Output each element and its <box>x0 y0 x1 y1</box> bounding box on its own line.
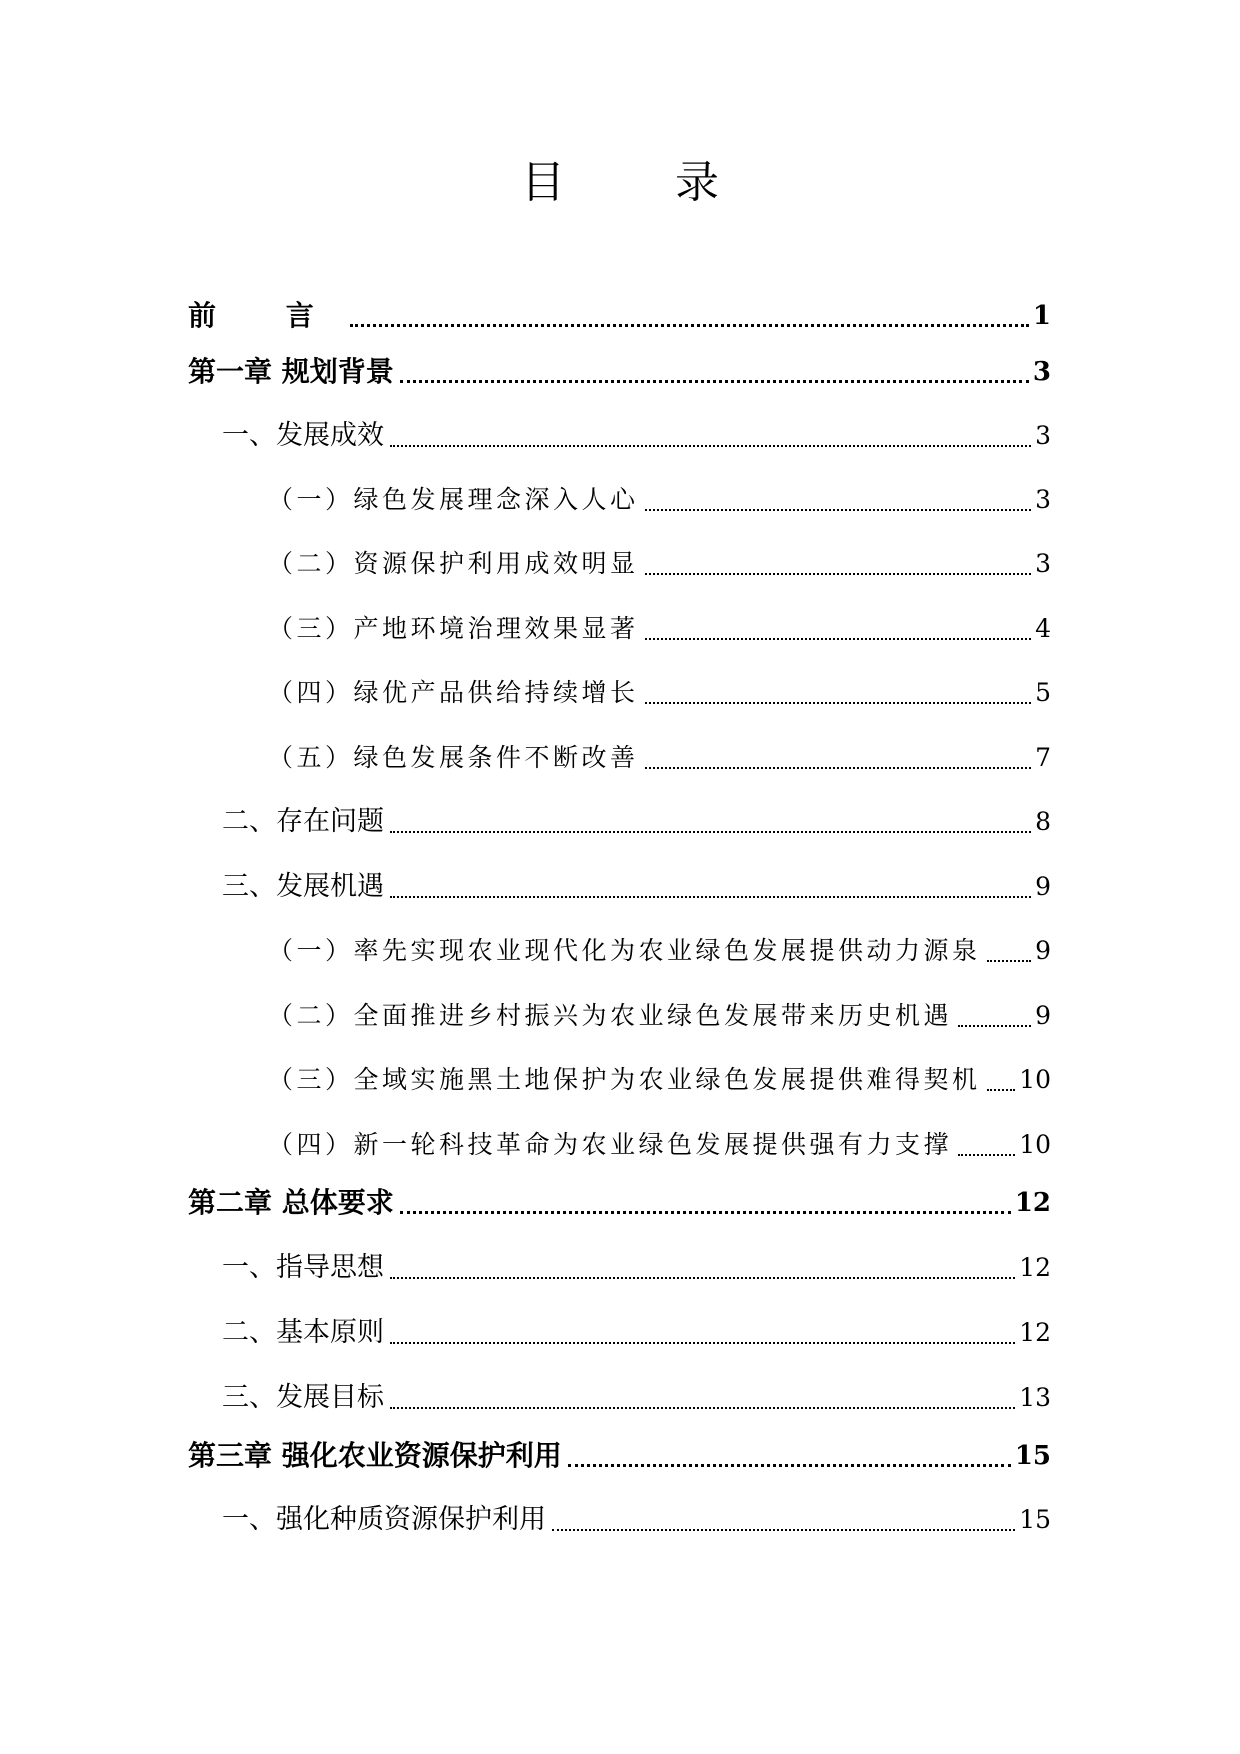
dot-leader <box>645 638 1032 640</box>
toc-entry-page: 10 <box>1019 1065 1051 1094</box>
toc-entry-page: 9 <box>1035 1001 1051 1030</box>
toc-entry-subsection[interactable] <box>0 609 1240 649</box>
toc-entry-label: （四）绿优产品供给持续增长 <box>268 678 639 707</box>
toc-entry-section[interactable] <box>0 1378 1240 1418</box>
toc-entry-section[interactable] <box>0 1248 1240 1288</box>
toc-entry-label: 第二章 总体要求 <box>188 1186 394 1219</box>
toc-entry-section[interactable] <box>0 1500 1240 1540</box>
toc-entry-page: 7 <box>1035 743 1051 772</box>
dot-leader <box>552 1529 1015 1531</box>
dot-leader <box>390 445 1031 447</box>
toc-entry-label: （一）率先实现农业现代化为农业绿色发展提供动力源泉 <box>268 936 981 965</box>
dot-leader <box>390 1277 1015 1279</box>
dot-leader <box>987 1089 1016 1091</box>
toc-entry-label: 第三章 强化农业资源保护利用 <box>188 1439 562 1472</box>
toc-entry-label: （一）绿色发展理念深入人心 <box>268 485 639 514</box>
toc-entry-label: 一、发展成效 <box>222 420 384 451</box>
toc-entry-page: 3 <box>1035 421 1051 450</box>
toc-entry-subsection[interactable] <box>0 1125 1240 1165</box>
toc-entry-label: 三、发展目标 <box>222 1382 384 1413</box>
dot-leader <box>390 831 1031 833</box>
dot-leader <box>350 324 1029 327</box>
toc-entry-subsection[interactable] <box>0 673 1240 713</box>
toc-entry-page: 15 <box>1014 1441 1051 1471</box>
dot-leader <box>390 896 1031 898</box>
dot-leader <box>568 1464 1011 1467</box>
toc-entry-subsection[interactable] <box>0 738 1240 778</box>
toc-entry-label: 前 言 <box>188 299 344 332</box>
toc-entry-page: 12 <box>1019 1253 1051 1282</box>
toc-entry-page: 3 <box>1035 485 1051 514</box>
toc-entry-label: （三）产地环境治理效果显著 <box>268 614 639 643</box>
toc-entry-label: （五）绿色发展条件不断改善 <box>268 743 639 772</box>
dot-leader <box>958 1025 1031 1027</box>
toc-entry-label: 一、强化种质资源保护利用 <box>222 1504 546 1535</box>
toc-entry-page: 10 <box>1019 1130 1051 1159</box>
dot-leader <box>958 1154 1015 1156</box>
dot-leader <box>390 1342 1015 1344</box>
toc-entry-label: （二）资源保护利用成效明显 <box>268 549 639 578</box>
toc-entry-page: 12 <box>1014 1188 1051 1218</box>
toc-entry-subsection[interactable] <box>0 931 1240 971</box>
dot-leader <box>987 960 1032 962</box>
toc-entry-page: 13 <box>1019 1383 1051 1412</box>
toc-entry-subsection[interactable] <box>0 480 1240 520</box>
toc-entry-label: （二）全面推进乡村振兴为农业绿色发展带来历史机遇 <box>268 1001 953 1030</box>
toc-entry-page: 9 <box>1035 872 1051 901</box>
toc-entry-page: 3 <box>1035 549 1051 578</box>
toc-entry-subsection[interactable] <box>0 996 1240 1036</box>
toc-entry-label: 三、发展机遇 <box>222 871 384 902</box>
toc-entry-subsection[interactable] <box>0 544 1240 584</box>
dot-leader <box>645 767 1032 769</box>
dot-leader <box>400 1211 1011 1214</box>
toc-entry-subsection[interactable] <box>0 1060 1240 1100</box>
dot-leader <box>400 380 1029 383</box>
toc-entry-page: 5 <box>1035 678 1051 707</box>
dot-leader <box>645 509 1032 511</box>
toc-entry-label: 二、基本原则 <box>222 1317 384 1348</box>
toc-entry-section[interactable] <box>0 867 1240 907</box>
toc-entry-section[interactable] <box>0 416 1240 456</box>
toc-entry-chapter-2[interactable] <box>0 1183 1240 1223</box>
toc-entry-section[interactable] <box>0 802 1240 842</box>
toc-entry-page: 12 <box>1019 1318 1051 1347</box>
toc-entry-chapter-1[interactable] <box>0 352 1240 392</box>
dot-leader <box>390 1407 1015 1409</box>
toc-entry-page: 4 <box>1035 614 1051 643</box>
toc-entry-label: 二、存在问题 <box>222 806 384 837</box>
toc-entry-section[interactable] <box>0 1313 1240 1353</box>
toc-entry-label: 第一章 规划背景 <box>188 355 394 388</box>
toc-entry-label: （四）新一轮科技革命为农业绿色发展提供强有力支撑 <box>268 1130 953 1159</box>
toc-entry-page: 1 <box>1032 301 1051 331</box>
toc-entry-page: 8 <box>1035 807 1051 836</box>
toc-entry-page: 9 <box>1035 936 1051 965</box>
dot-leader <box>645 573 1032 575</box>
dot-leader <box>645 702 1032 704</box>
page-title: 目 录 <box>521 157 767 208</box>
toc-entry-preface[interactable] <box>0 296 1240 336</box>
toc-entry-chapter-3[interactable] <box>0 1436 1240 1476</box>
toc-entry-label: （三）全域实施黑土地保护为农业绿色发展提供难得契机 <box>268 1065 981 1094</box>
toc-entry-page: 3 <box>1032 357 1051 387</box>
toc-entry-label: 一、指导思想 <box>222 1252 384 1283</box>
toc-entry-page: 15 <box>1019 1505 1051 1534</box>
